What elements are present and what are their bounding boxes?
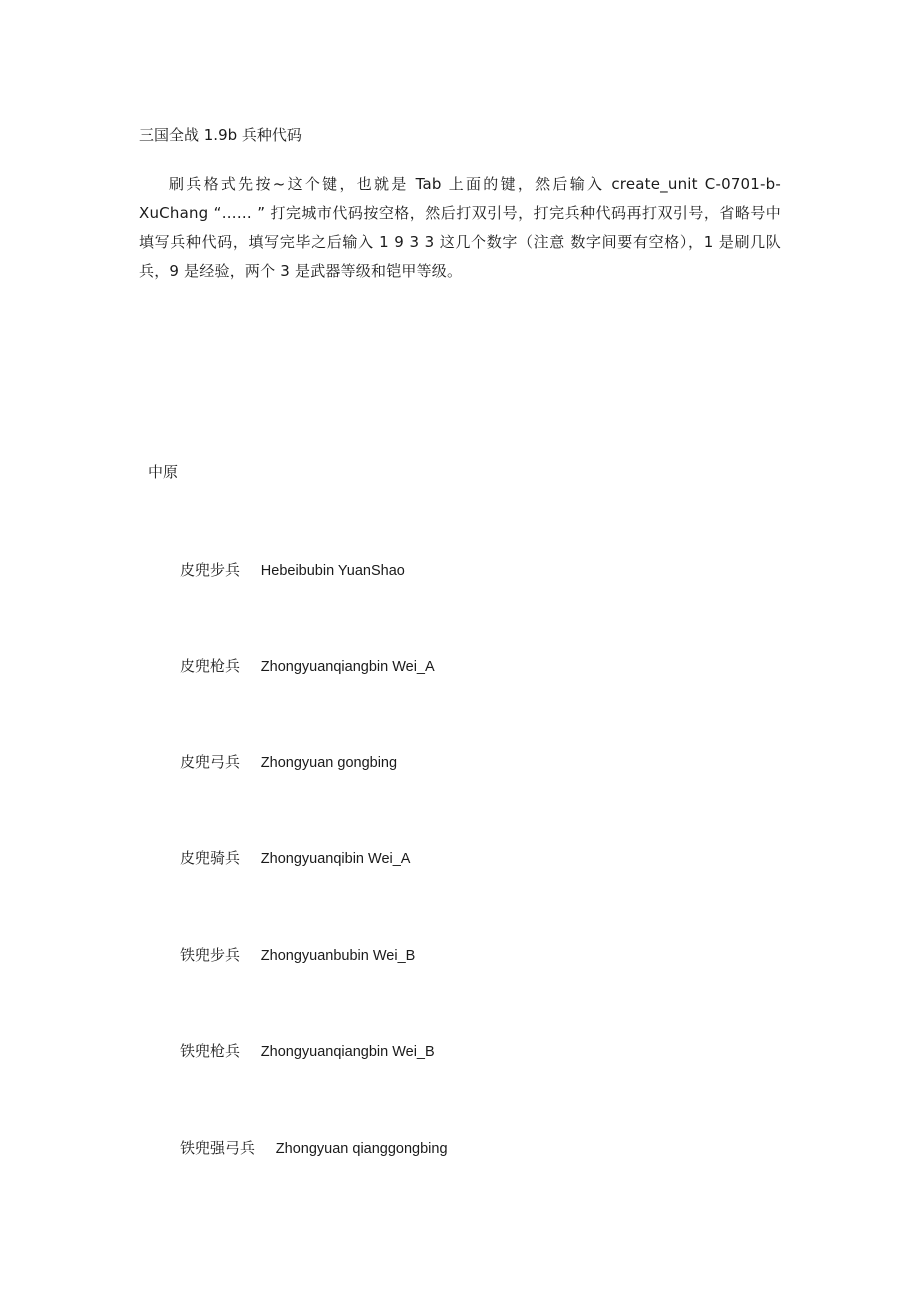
unit-name: 皮兜弓兵 (180, 753, 241, 771)
unit-code: Zhongyuan gongbing (260, 755, 398, 771)
unit-row (180, 751, 397, 774)
unit-code: Zhongyuanqibin Wei_A (260, 851, 411, 867)
unit-name: 铁兜步兵 (180, 946, 241, 964)
unit-row (180, 1137, 448, 1160)
section-heading-zhongyuan: 中原 (148, 463, 179, 481)
unit-row (180, 655, 435, 678)
unit-row (180, 1040, 435, 1063)
unit-row (180, 847, 410, 870)
unit-code: Hebeibubin YuanShao (260, 563, 405, 579)
unit-row (180, 559, 405, 582)
document-title: 三国全战 1.9b 兵种代码 (139, 126, 302, 144)
unit-name: 皮兜骑兵 (180, 849, 241, 867)
unit-name: 铁兜强弓兵 (180, 1139, 256, 1157)
unit-name: 皮兜步兵 (180, 561, 241, 579)
unit-code: Zhongyuanqiangbin Wei_A (260, 659, 435, 675)
unit-code: Zhongyuanbubin Wei_B (260, 948, 416, 964)
intro-paragraph: 刷兵格式先按~这个键，也就是 Tab 上面的键，然后输入 create_unit C-0701-b-XuChang “…… ” 打完城市代码按空格，然后打双引号，打完兵种代码再打双引号，省略号中填写兵种代码，填写完毕之后输入 1 9 3 3 这几个数字（注意 数字间要有空格），1 是刷几队兵，9 是经验，两个 3 是武器等级和铠甲等级。 (139, 175, 781, 280)
unit-code: Zhongyuan qianggongbing (275, 1141, 448, 1157)
unit-name: 皮兜枪兵 (180, 657, 241, 675)
unit-row (180, 944, 415, 967)
unit-code: Zhongyuanqiangbin Wei_B (260, 1044, 435, 1060)
unit-name: 铁兜枪兵 (180, 1042, 241, 1060)
